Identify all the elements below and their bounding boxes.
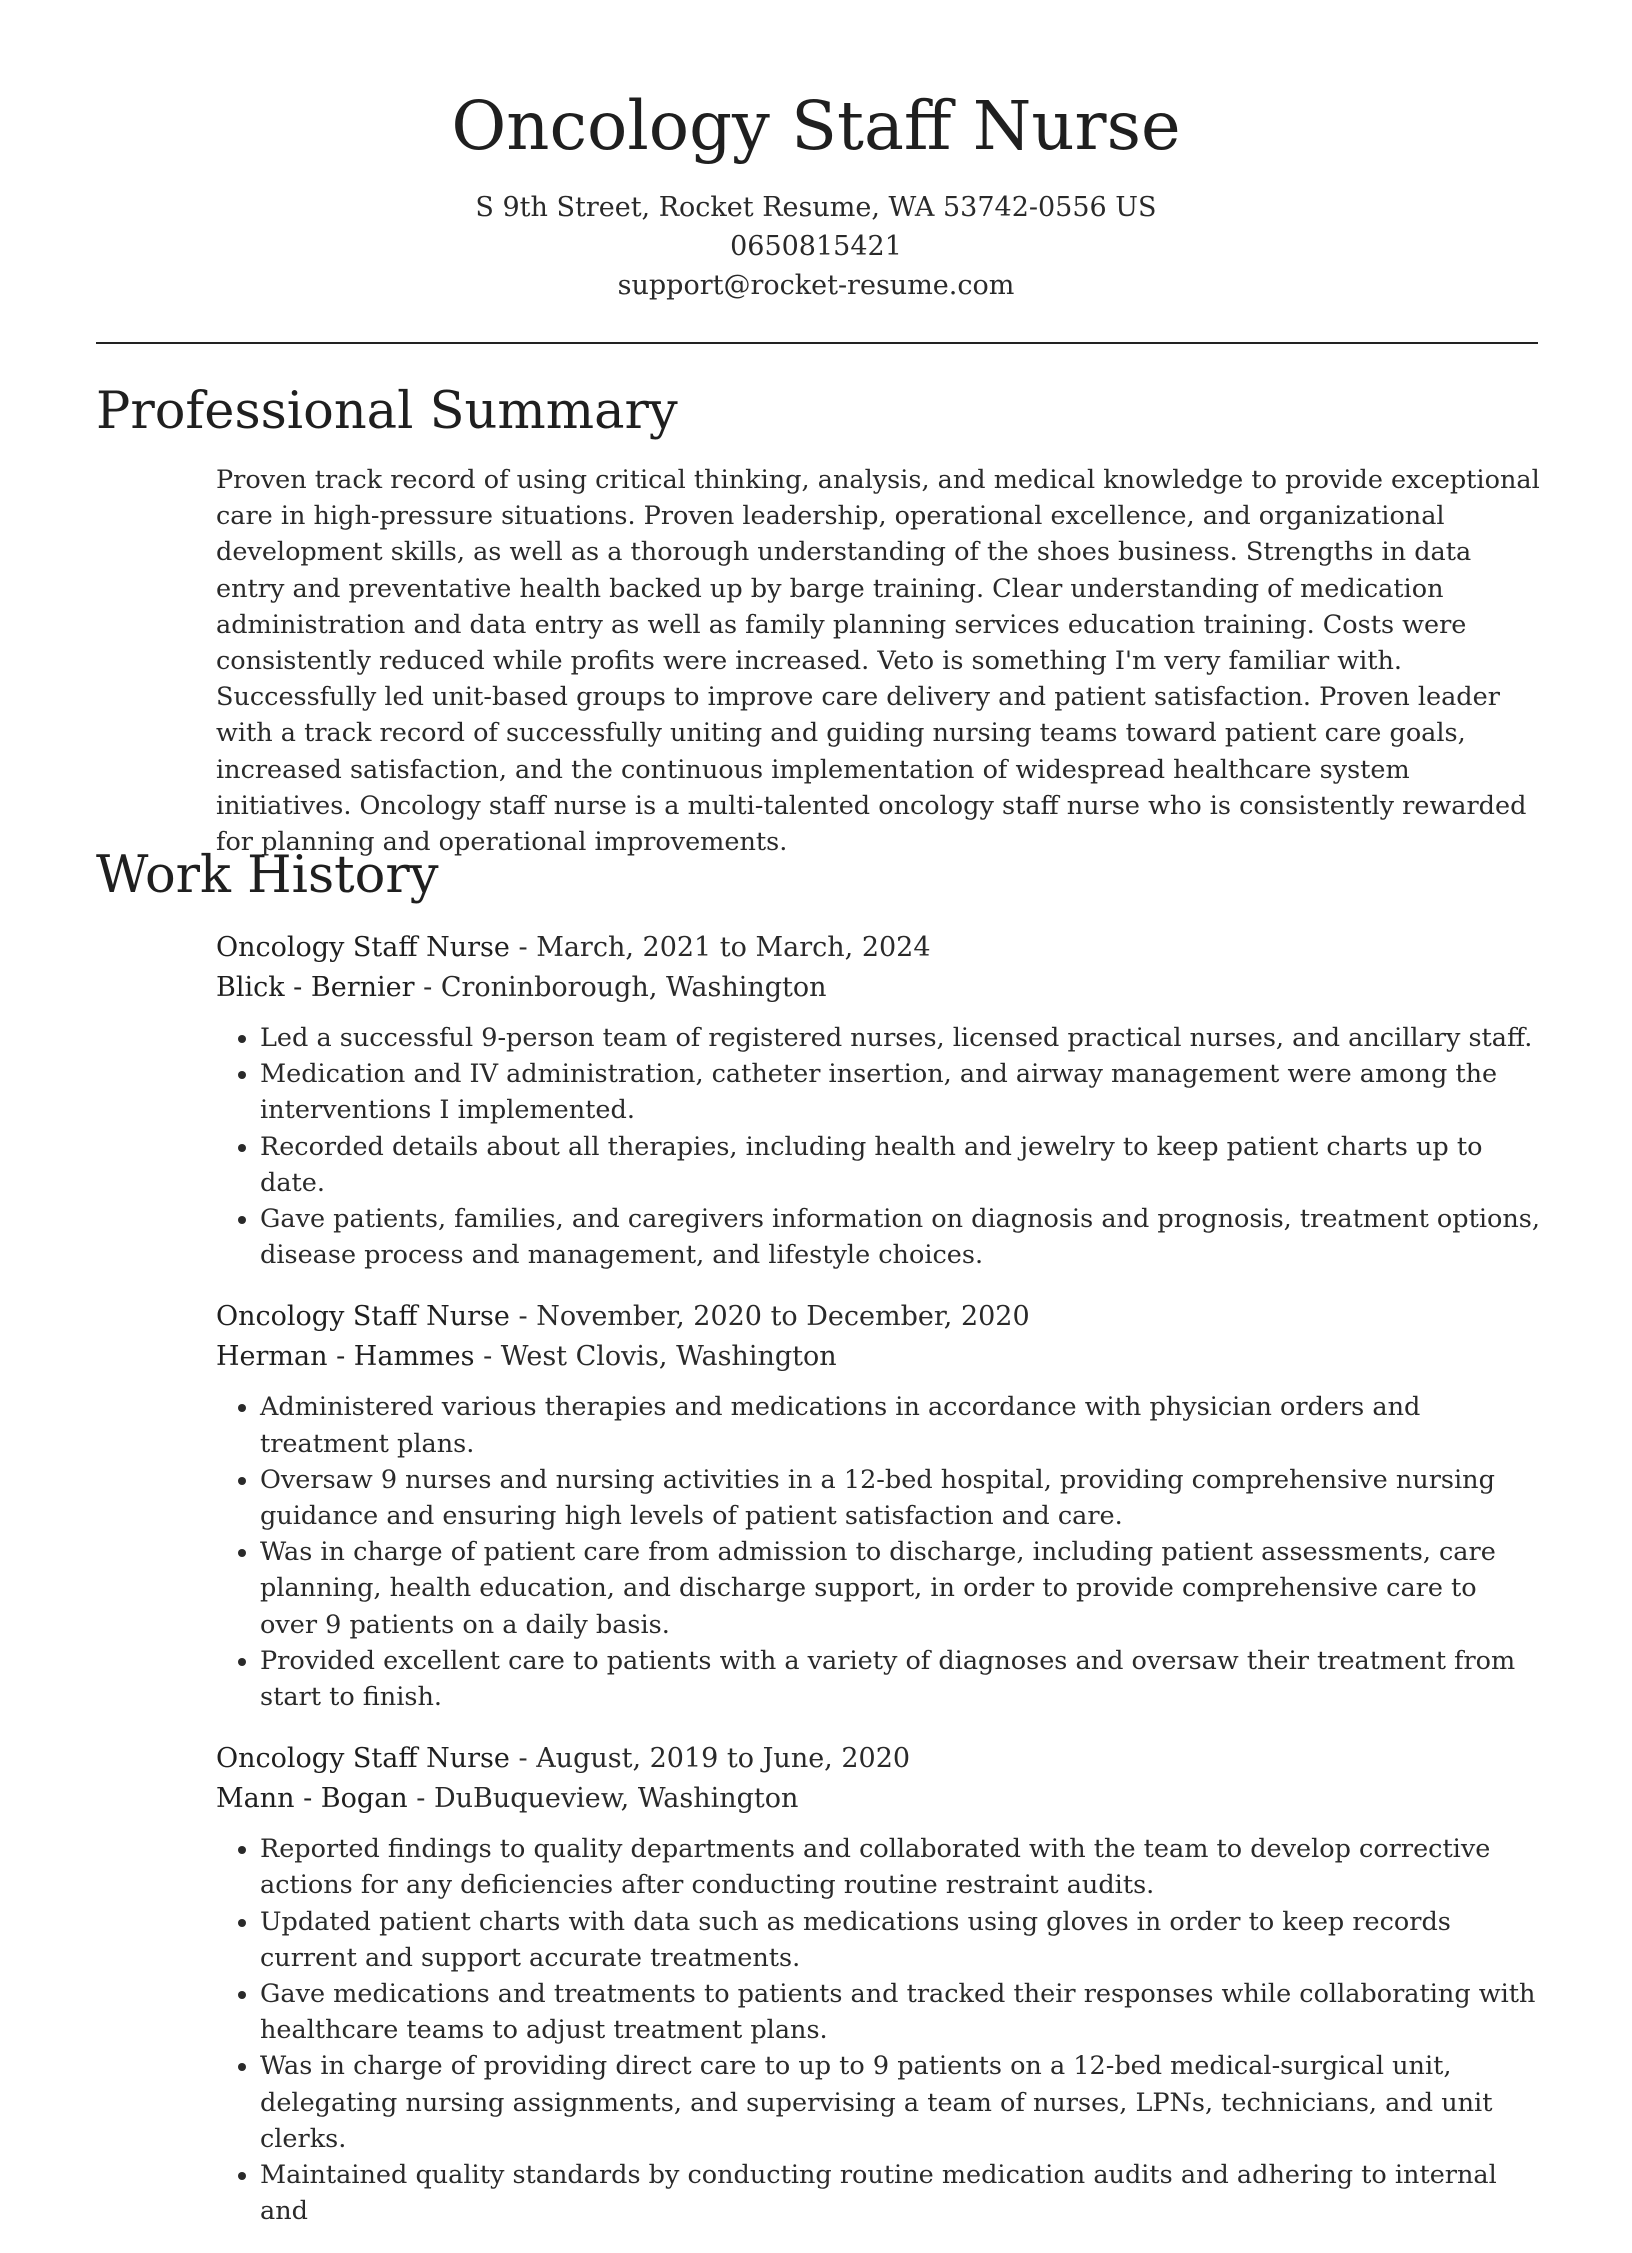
job-location: West Clovis, Washington: [500, 1341, 837, 1373]
header-divider: [96, 342, 1538, 344]
job-entry: [216, 1739, 1541, 2229]
job-role: Oncology Staff Nurse: [216, 1301, 510, 1333]
job-dates: March, 2021 to March, 2024: [536, 932, 931, 963]
separator: -: [474, 1341, 501, 1373]
job-location: Croninborough, Washington: [440, 972, 827, 1003]
address: S 9th Street, Rocket Resume, WA 53742-0556 US: [475, 192, 1157, 223]
summary-heading: Professional Summary: [96, 382, 678, 441]
job-bullets: [216, 1389, 1541, 1715]
job-bullet: • Led a successful 9-person team of registered nurses, licensed practical nurses, and ancillary staff.: [260, 1020, 1541, 1056]
job-bullets: [216, 1020, 1541, 1273]
job-employer: Herman - Hammes: [216, 1341, 475, 1373]
job-bullet: • Oversaw 9 nurses and nursing activities in a 12-bed hospital, providing comprehensive nursing guidance and ensuring high levels of patient satisfaction and care.: [260, 1462, 1541, 1534]
job-title-line: [216, 1297, 1541, 1337]
separator: -: [509, 1743, 537, 1775]
email-address: support@rocket-resume.com: [617, 270, 1015, 301]
separator: -: [509, 932, 537, 963]
job-role: Oncology Staff Nurse: [216, 932, 510, 963]
separator: -: [407, 1783, 434, 1815]
job-bullet: • Gave medications and treatments to patients and tracked their responses while collaborating with healthcare teams to adjust treatment plans.: [260, 1976, 1541, 2048]
job-employer-line: [216, 1337, 1541, 1377]
summary-text: Proven track record of using critical thinking, analysis, and medical knowledge to provide exceptional care in high-pressure situations. Proven leadership, operational excellence, and organizational development skills, as well as a thorough understanding of the shoes business. Strengths in data entry and preventative health backed up by barge training. Clear understanding of medication administration and data entry as well as family planning services education training. Costs were consistently reduced while profits were increased. Veto is something I'm very familiar with. Successfully led unit-based groups to improve care delivery and patient satisfaction. Proven leader with a track record of successfully uniting and guiding nursing teams toward patient care goals, increased satisfaction, and the continuous implementation of widespread healthcare system initiatives. Oncology staff nurse is a multi-talented oncology staff nurse who is consistently rewarded for planning and operational improvements.: [216, 465, 1540, 858]
job-title-line: [216, 1739, 1541, 1779]
job-location: DuBuqueview, Washington: [433, 1783, 799, 1815]
job-employer: Mann - Bogan: [216, 1783, 408, 1815]
job-role: Oncology Staff Nurse: [216, 1743, 510, 1775]
job-employer-line: [216, 1779, 1541, 1819]
job-bullet: • Gave patients, families, and caregivers information on diagnosis and prognosis, treatment options, disease process and management, and lifestyle choices.: [260, 1201, 1541, 1273]
resume-header: [0, 0, 1632, 305]
job-bullet: • Medication and IV administration, catheter insertion, and airway management were among the interventions I implemented.: [260, 1056, 1541, 1128]
work-history-heading: Work History: [96, 846, 439, 905]
job-bullet: • Was in charge of patient care from admission to discharge, including patient assessments, care planning, health education, and discharge support, in order to provide comprehensive care to over 9 patients on a daily basis.: [260, 1534, 1541, 1643]
job-list: [216, 928, 1541, 2253]
job-bullet: • Was in charge of providing direct care to up to 9 patients on a 12-bed medical-surgical unit, delegating nursing assignments, and supervising a team of nurses, LPNs, technicians, and unit clerks.: [260, 2048, 1541, 2157]
job-dates: November, 2020 to December, 2020: [536, 1301, 1030, 1333]
contact-block: [0, 188, 1632, 305]
candidate-name: Oncology Staff Nurse: [451, 87, 1181, 165]
job-bullets: [216, 1831, 1541, 2229]
job-dates: August, 2019 to June, 2020: [536, 1743, 911, 1775]
phone-number: 0650815421: [730, 231, 902, 262]
job-bullet: • Recorded details about all therapies, including health and jewelry to keep patient charts up to date.: [260, 1129, 1541, 1201]
job-bullet: • Provided excellent care to patients with a variety of diagnoses and oversaw their treatment from start to finish.: [260, 1643, 1541, 1715]
job-entry: [216, 1297, 1541, 1715]
job-bullet: • Reported findings to quality departments and collaborated with the team to develop corrective actions for any deficiencies after conducting routine restraint audits.: [260, 1831, 1541, 1903]
job-bullet: • Administered various therapies and medications in accordance with physician orders and treatment plans.: [260, 1389, 1541, 1461]
job-entry: [216, 928, 1541, 1273]
job-bullet: • Maintained quality standards by conducting routine medication audits and adhering to internal and: [260, 2157, 1541, 2229]
separator: -: [414, 972, 441, 1003]
separator: -: [509, 1301, 537, 1333]
job-employer: Blick - Bernier: [216, 972, 415, 1003]
job-employer-line: [216, 968, 1541, 1008]
job-title-line: [216, 928, 1541, 968]
job-bullet: • Updated patient charts with data such as medications using gloves in order to keep records current and support accurate treatments.: [260, 1904, 1541, 1976]
